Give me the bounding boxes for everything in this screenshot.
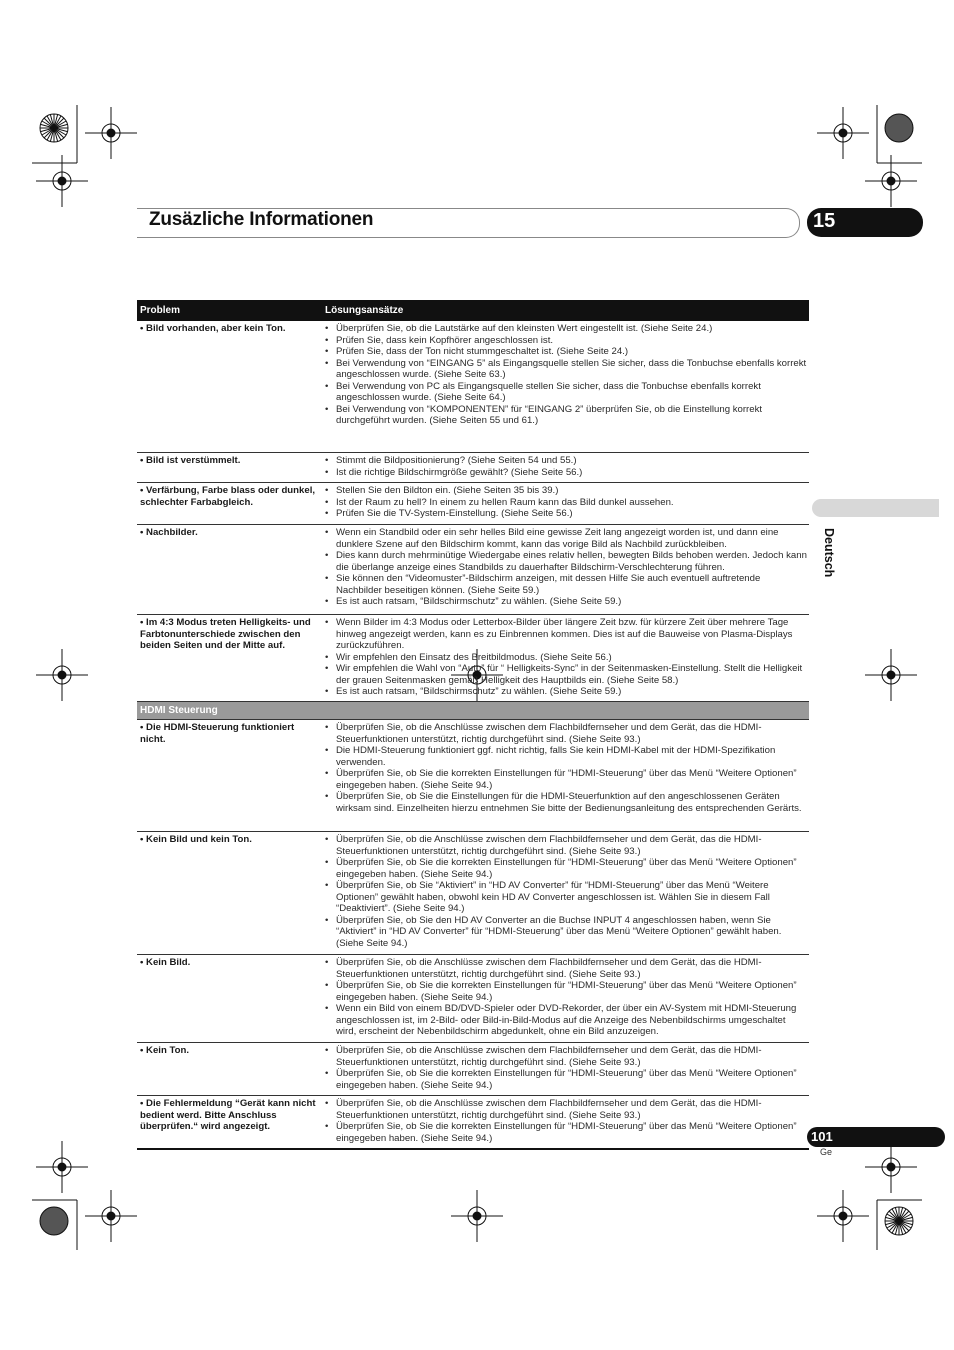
column-header-solutions: Lösungsansätze [325,305,404,316]
solution-text: Überprüfen Sie, ob die Anschlüsse zwischen dem Flachbildfernseher und dem Gerät, das die HDMI-Steuerfunktionen unterstützt, richtig durchgeführt sind. (Siehe Seite 93.) [336,957,762,980]
solutions-cell [323,720,809,831]
solution-item [325,1121,809,1144]
table-row [137,453,809,483]
language-tab [812,499,939,517]
solution-item [325,980,809,1003]
bullet-icon: • [325,357,329,369]
bullet-icon: • [325,334,329,346]
solution-item [325,652,809,664]
solution-text: Überprüfen Sie, ob Sie den HD AV Converter an die Buchse INPUT 4 angeschlossen haben, wenn Sie “Aktiviert” in “HD AV Converter” für “HDMI-Steuerung” über das Menü “Weitere Optionen” gewählt haben. (Siehe Seite 94.) [336,914,782,949]
bullet-icon: • [325,550,329,561]
solution-item [325,381,809,404]
solutions-cell [323,453,809,482]
problem-cell: • Im 4:3 Modus treten Helligkeits- und Farbtonunterschiede zwischen den beiden Seiten und der Mitte auf. [140,617,311,651]
solution-item [325,358,809,381]
solution-item [325,335,809,347]
solutions-cell [323,1096,809,1148]
solutions-cell [323,615,809,701]
bullet-icon: • [325,380,329,392]
bullet-icon: • [325,980,329,991]
problem-cell: • Kein Bild und kein Ton. [140,834,252,845]
solution-text: Prüfen Sie, dass der Ton nicht stummgeschaltet ist. (Siehe Seite 24.) [336,346,629,357]
table-row [137,483,809,525]
solution-item [325,455,809,467]
solution-text: Wenn ein Bild von einem BD/DVD-Spieler oder DVD-Rekorder, der über ein AV-System mit HDMI-Steuerung angeschlossen ist, im 2-Bild- oder Bild-in-Bild-Modus auf die Anzeige des Nebenbildschirms umgeschaltet wird, erscheint der Nebenbildschirm abgedunkelt, ohne ein Bild anzuzeigen. [336,1003,797,1037]
solution-text: Ist der Raum zu hell? In einem zu hellen Raum kann das Bild dunkel aussehen. [336,496,674,508]
bullet-icon: • [325,745,329,756]
solution-text: Überprüfen Sie, ob die Anschlüsse zwischen dem Flachbildfernseher und dem Gerät, das die HDMI-Steuerfunktionen unterstützt, richtig durchgeführt sind. (Siehe Seite 93.) [336,834,762,857]
bullet-icon: • [325,651,329,663]
problem-cell: • Die Fehlermeldung “Gerät kann nicht bedient werd. Bitte Anschluss überprüfen.“ wird angezeigt. [140,1098,316,1132]
table-row [137,321,809,453]
solution-text: Sie können den “Videomuster”-Bildschirm anzeigen, mit dessen Hilfe Sie auch eventuell auftretende Nachbilder beseitigen können. (Siehe Seite 59.) [336,573,761,596]
bullet-icon: • [325,1045,329,1056]
table-header [137,300,809,321]
solution-item [325,527,809,550]
solution-text: Es ist auch ratsam, “Bildschirmschutz” zu wählen. (Siehe Seite 59.) [336,686,622,697]
table-row [137,832,809,955]
solution-item [325,1045,809,1068]
bullet-icon: • [325,323,329,334]
chapter-number: 15 [813,210,836,232]
column-header-problem: Problem [140,305,181,316]
bullet-icon: • [325,403,329,415]
solution-item [325,467,809,479]
solutions-cell [323,525,809,614]
solution-text: Überprüfen Sie, ob die Anschlüsse zwischen dem Flachbildfernseher und dem Gerät, das die HDMI-Steuerfunktionen unterstützt, richtig durchgeführt sind. (Siehe Seite 93.) [336,722,762,745]
solution-text: Überprüfen Sie, ob die Lautstärke auf den kleinsten Wert eingestellt ist. (Siehe Seite 24.) [336,323,713,334]
bullet-icon: • [325,914,329,926]
solution-text: Überprüfen Sie, ob Sie die korrekten Einstellungen für “HDMI-Steuerung” über das Menü “Weitere Optionen” eingegeben haben. (Siehe Seite 94.) [336,768,797,791]
table-row [137,615,809,702]
solution-text: Dies kann durch mehrminütige Wiedergabe eines relativ hellen, bewegten Bilds behoben werden. Jedoch kann die überlange anzeige eines Standbilds zu dauerhafter Bildschirm-Verschlechterung führen. [336,550,807,573]
bullet-icon: • [325,768,329,779]
solution-text: Überprüfen Sie, ob die Anschlüsse zwischen dem Flachbildfernseher und dem Gerät, das die HDMI-Steuerfunktionen unterstützt, richtig durchgeführt sind. (Siehe Seite 93.) [336,1098,762,1121]
solution-item [325,323,809,335]
bullet-icon: • [325,1068,329,1079]
bullet-icon: • [325,857,329,868]
solution-text: Prüfen Sie die TV-System-Einstellung. (Siehe Seite 56.) [336,508,573,519]
bullet-icon: • [325,573,329,584]
solutions-cell [323,955,809,1042]
solutions-cell [323,832,809,954]
bullet-icon: • [325,596,329,607]
solution-item [325,834,809,857]
bullet-icon: • [325,455,329,466]
problem-cell: • Die HDMI-Steuerung funktioniert nicht. [140,722,295,745]
solution-item [325,596,809,608]
solution-item [325,745,809,768]
troubleshooting-table [137,300,809,1150]
solution-text: Überprüfen Sie, ob Sie die korrekten Einstellungen für “HDMI-Steuerung” über das Menü “Weitere Optionen” eingegeben haben. (Siehe Seite 94.) [336,1121,797,1144]
solution-item [325,880,809,915]
solution-text: Ist die richtige Bildschirmgröße gewählt? (Siehe Seite 56.) [336,466,583,478]
solution-item [325,550,809,573]
bullet-icon: • [325,508,329,519]
bullet-icon: • [325,1003,329,1014]
section-header-hdmi: HDMI Steuerung [137,702,809,720]
problem-cell: • Kein Bild. [140,957,191,968]
solution-item [325,791,809,814]
solution-item [325,404,809,427]
language-label: Deutsch [822,528,836,578]
solution-text: Stimmt die Bildpositionierung? (Siehe Seiten 54 und 55.) [336,455,577,466]
solution-text: Bei Verwendung von PC als Eingangsquelle stellen Sie sicher, dass die Tonbuchse ebenfalls korrekt angeschlossen wurde. (Siehe Seite 64.) [336,380,761,403]
table-row [137,955,809,1043]
solution-item [325,722,809,745]
solution-text: Überprüfen Sie, ob Sie “Aktiviert” in “HD AV Converter” für “HDMI-Steuerung” über das Menü “Weitere Optionen” gewählt haben, obwohl kein HD AV Converter angeschlossen ist. Wählen Sie in diesem Fall “Deaktiviert”. (Siehe Seite 94.) [336,880,770,914]
solution-text: Überprüfen Sie, ob Sie die korrekten Einstellungen für “HDMI-Steuerung” über das Menü “Weitere Optionen” eingegeben haben. (Siehe Seite 94.) [336,1068,797,1091]
page-language-code: Ge [820,1147,833,1157]
solution-text: Bei Verwendung von “KOMPONENTEN” für “EINGANG 2” überprüfen Sie, ob die Einstellung korrekt durchgeführt wurden. (Siehe Seiten 55 und 61.) [336,403,763,426]
solution-item [325,617,809,652]
bullet-icon: • [325,957,329,968]
solution-item [325,346,809,358]
solution-item [325,957,809,980]
solution-item [325,663,809,686]
problem-cell: • Kein Ton. [140,1045,190,1056]
page-number: 101 [811,1129,833,1144]
solution-text: Die HDMI-Steuerung funktioniert ggf. nicht richtig, falls Sie kein HDMI-Kabel mit der HDMI-Spezifikation verwenden. [336,745,776,768]
solution-item [325,915,809,950]
bullet-icon: • [325,834,329,845]
solutions-cell [323,321,809,452]
solution-item [325,1068,809,1091]
solution-item [325,857,809,880]
solution-text: Überprüfen Sie, ob Sie die korrekten Einstellungen für “HDMI-Steuerung” über das Menü “Weitere Optionen” eingegeben haben. (Siehe Seite 94.) [336,980,797,1003]
solution-text: Überprüfen Sie, ob Sie die korrekten Einstellungen für “HDMI-Steuerung” über das Menü “Weitere Optionen” eingegeben haben. (Siehe Seite 94.) [336,857,797,880]
solution-item [325,573,809,596]
bullet-icon: • [325,617,329,628]
solutions-cell [323,1043,809,1095]
bullet-icon: • [325,1098,329,1109]
solution-item [325,686,809,698]
solutions-cell [323,483,809,524]
bullet-icon: • [325,496,329,508]
solution-text: Wenn ein Standbild oder ein sehr helles Bild eine gewisse Zeit lang angezeigt worden ist, und dann eine dunklere Szene auf den Bildschirm kommt, kann das vorige Bild als Nachbild zurückbleiben. [336,527,779,550]
bullet-icon: • [325,663,329,674]
table-row [137,1043,809,1096]
solution-text: Es ist auch ratsam, “Bildschirmschutz” zu wählen. (Siehe Seite 59.) [336,596,622,607]
bullet-icon: • [325,880,329,891]
page-title: Zusäzliche Informationen [149,209,374,230]
problem-cell: • Bild vorhanden, aber kein Ton. [140,323,286,334]
solution-text: Überprüfen Sie, ob die Anschlüsse zwischen dem Flachbildfernseher und dem Gerät, das die HDMI-Steuerfunktionen unterstützt, richtig durchgeführt sind. (Siehe Seite 93.) [336,1045,762,1068]
solution-text: Prüfen Sie, dass kein Kopfhörer angeschlossen ist. [336,334,554,346]
bullet-icon: • [325,791,329,802]
table-row [137,525,809,615]
problem-cell: • Verfärbung, Farbe blass oder dunkel, schlechter Farbabgleich. [140,485,316,508]
bullet-icon: • [325,346,329,357]
bullet-icon: • [325,1121,329,1132]
table-row [137,720,809,832]
solution-text: Stellen Sie den Bildton ein. (Siehe Seiten 35 bis 39.) [336,485,559,496]
table-row [137,1096,809,1150]
solution-item [325,497,809,509]
solution-item [325,508,809,520]
bullet-icon: • [325,527,329,538]
bullet-icon: • [325,686,329,697]
bullet-icon: • [325,485,329,496]
solution-item [325,485,809,497]
problem-cell: • Bild ist verstümmelt. [140,455,241,466]
solution-text: Wir empfehlen den Einsatz des Breitbildmodus. (Siehe Seite 56.) [336,651,612,663]
language-label-wrap [818,528,838,588]
solution-text: Wir empfehlen die Wahl von “Auto” für “ Helligkeits-Sync” in der Seitenmasken-Einstellung. Stellt die Helligkeit der grauen Seitenmasken gemäß Helligkeit des Hauptbilds ein. (Siehe Seite 58.) [336,663,803,686]
solution-item [325,1003,809,1038]
bullet-icon: • [325,722,329,733]
bullet-icon: • [325,466,329,478]
solution-text: Wenn Bilder im 4:3 Modus oder Letterbox-Bilder über längere Zeit bzw. für kürzere Zeit über mehrere Tage hinweg angezeigt werden, kann es zu Einbrennen kommen. Dies ist auf die Bauweise von Plasma-Displays zurückzuführen. [336,617,793,651]
solution-item [325,768,809,791]
solution-text: Bei Verwendung von “EINGANG 5” als Eingangsquelle stellen Sie sicher, dass die Tonbuchse ebenfalls korrekt angeschlossen wurde. (Siehe Seite 63.) [336,357,807,380]
problem-cell: • Nachbilder. [140,527,198,538]
solution-text: Überprüfen Sie, ob Sie die Einstellungen für die HDMI-Steuerfunktion auf den angeschlossenen Geräten wirksam sind. Einzelheiten hierzu entnehmen Sie bitte der Bedienungsanleitung des entsprechenden Gerärts. [336,791,802,814]
solution-item [325,1098,809,1121]
